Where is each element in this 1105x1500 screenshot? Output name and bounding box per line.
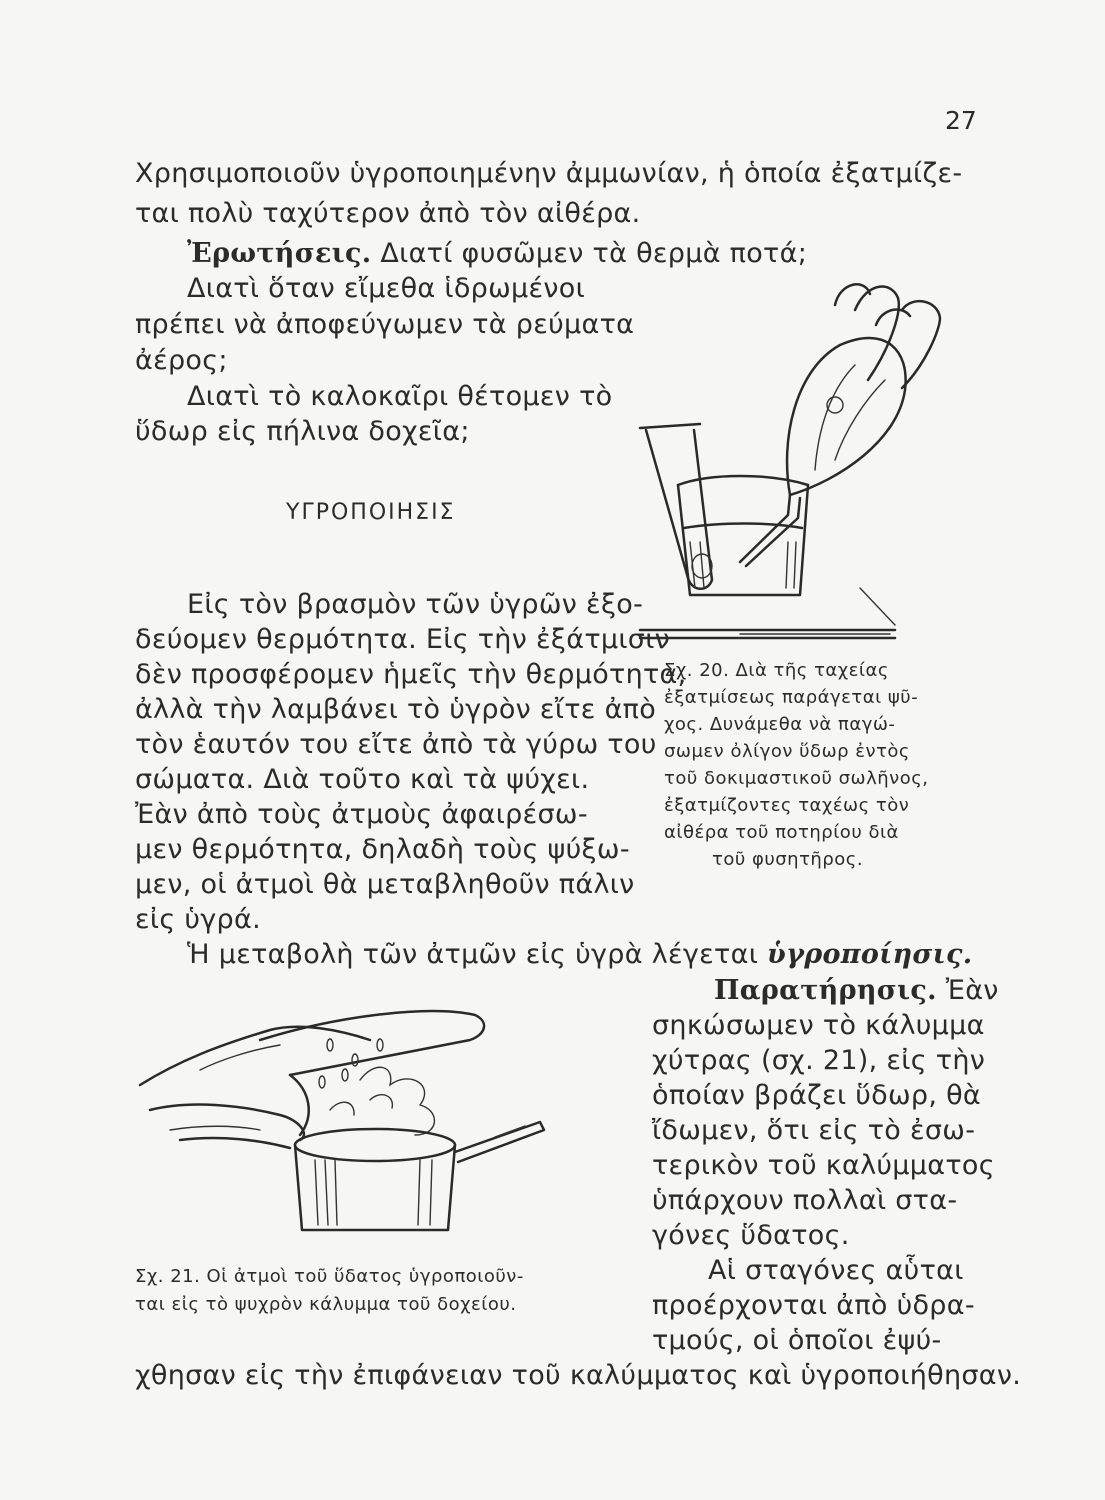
question-2-line-3: ἀέρος; [135, 345, 228, 376]
definition-text: Ἡ μεταβολὴ τῶν ἀτμῶν εἰς ὑγρὰ λέγεται [187, 939, 759, 970]
section-line-4: ἀλλὰ τὴν λαμβάνει τὸ ὑγρὸν εἴτε ἀπὸ [135, 694, 657, 725]
section-line-3: δὲν προσφέρομεν ἡμεῖς τὴν θερμότητα, [135, 659, 687, 690]
figure-20-caption-line-2: ἐξατμίσεως παράγεται ψῦ- [664, 687, 919, 708]
section-heading: ΥΓΡΟΠΟΙΗΣΙΣ [286, 500, 456, 525]
section-line-8: μεν θερμότητα, δηλαδὴ τοὺς ψύξω- [135, 834, 630, 865]
figure-20-caption-line-5: τοῦ δοκιμαστικοῦ σωλῆνος, [664, 768, 929, 789]
section-line-10: εἰς ὑγρά. [135, 904, 261, 935]
observation-line-4: ὁποίαν βράζει ὕδωρ, θὰ [652, 1080, 982, 1111]
figure-20-caption-line-8: τοῦ φυσητῆρος. [712, 849, 864, 870]
figure-20-caption-line-6: ἐξατμίζοντες ταχέως τὸν [664, 795, 910, 816]
intro-line-1: Χρησιμοποιοῦν ὑγροποιημένην ἀμμωνίαν, ἡ ὁποία ἐξατμίζε- [135, 158, 963, 189]
observation-line-1 [714, 974, 999, 1008]
section-line-6: σώματα. Διὰ τοῦτο καὶ τὰ ψύχει. [135, 764, 590, 795]
observation-line-2: σηκώσωμεν τὸ κάλυμμα [652, 1010, 985, 1041]
observation-line-6: τερικὸν τοῦ καλύμματος [652, 1150, 995, 1181]
observation-line-10: προέρχονται ἀπὸ ὑδρα- [652, 1290, 975, 1321]
question-2-line-2: πρέπει νὰ ἀποφεύγωμεν τὰ ρεύματα [135, 309, 635, 340]
observation-line-5: ἴδωμεν, ὅτι εἰς τὸ ἐσω- [652, 1115, 976, 1146]
section-line-5: τὸν ἑαυτόν του εἴτε ἀπὸ τὰ γύρω του [135, 729, 657, 760]
section-line-1: Εἰς τὸν βρασμὸν τῶν ὑγρῶν ἐξο- [187, 589, 644, 620]
question-3-line-2: ὕδωρ εἰς πήλινα δοχεῖα; [135, 416, 470, 447]
section-line-9: μεν, οἱ ἀτμοὶ θὰ μεταβληθοῦν πάλιν [135, 869, 635, 900]
figure-20-caption-line-3: χος. Δυνάμεθα νὰ παγώ- [664, 714, 896, 735]
figure-21-caption-line-1: Σχ. 21. Οἱ ἀτμοὶ τοῦ ὕδατος ὑγροποιοῦν- [135, 1266, 524, 1287]
question-2-line-1: Διατὶ ὅταν εἴμεθα ἱδρωμένοι [187, 273, 586, 304]
observation-line-3: χύτρας (σχ. 21), εἰς τὴν [652, 1045, 986, 1076]
figure-20-caption-line-4: σωμεν ὀλίγον ὕδωρ ἐντὸς [664, 741, 910, 762]
observation-line-7: ὑπάρχουν πολλαὶ στα- [652, 1185, 958, 1216]
observation-line-8: γόνες ὕδατος. [652, 1220, 850, 1251]
observation-last-line: χθησαν εἰς τὴν ἐπιφάνειαν τοῦ καλύμματος καὶ ὑγροποιήθησαν. [135, 1360, 1022, 1391]
figure-21-caption-line-2: ται εἰς τὸ ψυχρὸν κάλυμμα τοῦ δοχείου. [135, 1294, 517, 1315]
questions-label: Ἐρωτήσεις. [187, 238, 372, 269]
question-1: Διατί φυσῶμεν τὰ θερμὰ ποτά; [380, 238, 808, 269]
figure-20-caption-line-7: αἰθέρα τοῦ ποτηρίου διὰ [664, 822, 899, 843]
definition-term: ὑγροποίησις. [767, 939, 973, 970]
figure-20-illustration [640, 270, 900, 650]
questions-line-1 [187, 237, 807, 271]
definition-line [187, 938, 972, 972]
section-line-7: Ἐὰν ἀπὸ τοὺς ἀτμοὺς ἀφαιρέσω- [135, 799, 588, 830]
observation-line-11: τμούς, οἱ ὁποῖοι ἐψύ- [652, 1325, 942, 1356]
intro-line-2: ται πολὺ ταχύτερον ἀπὸ τὸν αἰθέρα. [135, 198, 641, 229]
page-number: 27 [945, 106, 977, 135]
section-line-2: δεύομεν θερμότητα. Εἰς τὴν ἐξάτμισιν [135, 624, 671, 655]
question-3-line-1: Διατὶ τὸ καλοκαῖρι θέτομεν τὸ [187, 381, 613, 412]
observation-line-9: Αἱ σταγόνες αὗται [708, 1255, 964, 1286]
observation-label: Παρατήρησις. [714, 975, 937, 1006]
figure-21-illustration [140, 990, 550, 1250]
observation-first-word: Ἐὰν [945, 975, 999, 1006]
figure-20-caption-line-1: Σχ. 20. Διὰ τῆς ταχείας [664, 660, 889, 681]
